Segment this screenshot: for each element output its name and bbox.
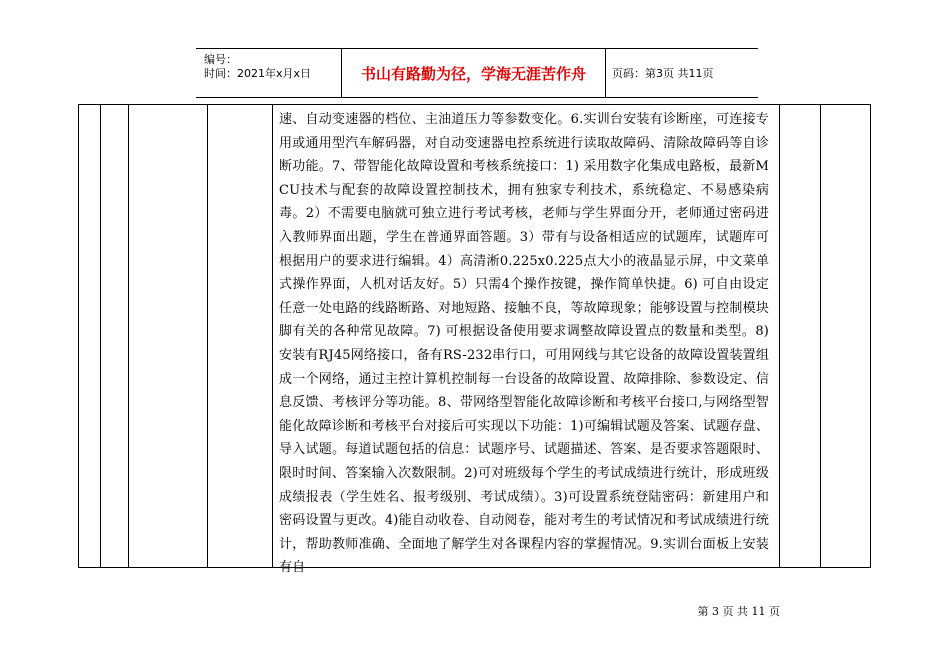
table-column-divider [128, 105, 129, 567]
page-footer: 第 3 页 共 11 页 [697, 605, 780, 618]
page-header [196, 48, 758, 98]
specification-text: 速、自动变速器的档位、主油道压力等参数变化。6.实训台安装有诊断座，可连接专用或通用型汽车解码器，对自动变速器电控系统进行读取故障码、清除故障码等自诊断功能。7、带智能化故障设置和考核系统接口：1) 采用数字化集成电路板，最新MCU技术与配套的故障设置控制技术，拥有独家专利技术，系统稳定、不易感染病毒。2）不需要电脑就可独立进行考试考核，老师与学生界面分开，老师通过密码进入教师界面出题，学生在普通界面答题。3）带有与设备相适应的试题库，试题库可根据用户的要求进行编辑。4）高清淅0.225x0.225点大小的液晶显示屏，中文菜单式操作界面，人机对话友好。5）只需4个操作按键，操作简单快捷。6) 可自由设定任意一处电路的线路断路、对地短路、接触不良，等故障现象；能够设置与控制模块脚有关的各种常见故障。7) 可根据设备使用要求调整故障设置点的数量和类型。8) 安装有RJ45网络接口，备有RS-232串行口，可用网线与其它设备的故障设置装置组成一个网络，通过主控计算机控制每一台设备的故障设置、故障排除、参数设定、信息反馈、考核评分等功能。8、带网络型智能化故障诊断和考核平台接口,与网络型智能化故障诊断和考核平台对接后可实现以下功能：1)可编辑试题及答案、试题存盘、导入试题。每道试题包括的信息：试题序号、试题描述、答案、是否要求答题限时、限时时间、答案输入次数限制。2)可对班级每个学生的考试成绩进行统计，形成班级成绩报表（学生姓名、报考级别、考试成绩）。3)可设置系统登陆密码：新建用户和密码设置与更改。4)能自动收卷、自动阅卷，能对考生的考试情况和考试成绩进行统计，帮助教师准确、全面地了解学生对各课程内容的掌握情况。9.实训台面板上安装有自 [279, 112, 769, 576]
table-column-divider [820, 105, 821, 567]
header-page-code: 页码：第3页 共11页 [612, 67, 714, 80]
table-column-divider [779, 105, 780, 567]
table-column-divider [272, 105, 273, 567]
header-info-cell [196, 49, 342, 97]
table-column-divider [100, 105, 101, 567]
document-number-label: 编号： [204, 53, 237, 66]
header-motto: 书山有路勤为径，学海无涯苦作舟 [342, 49, 606, 97]
document-time-label: 时间：2021年x月x日 [204, 67, 312, 80]
content-table [78, 104, 871, 576]
table-column-divider [207, 105, 208, 567]
